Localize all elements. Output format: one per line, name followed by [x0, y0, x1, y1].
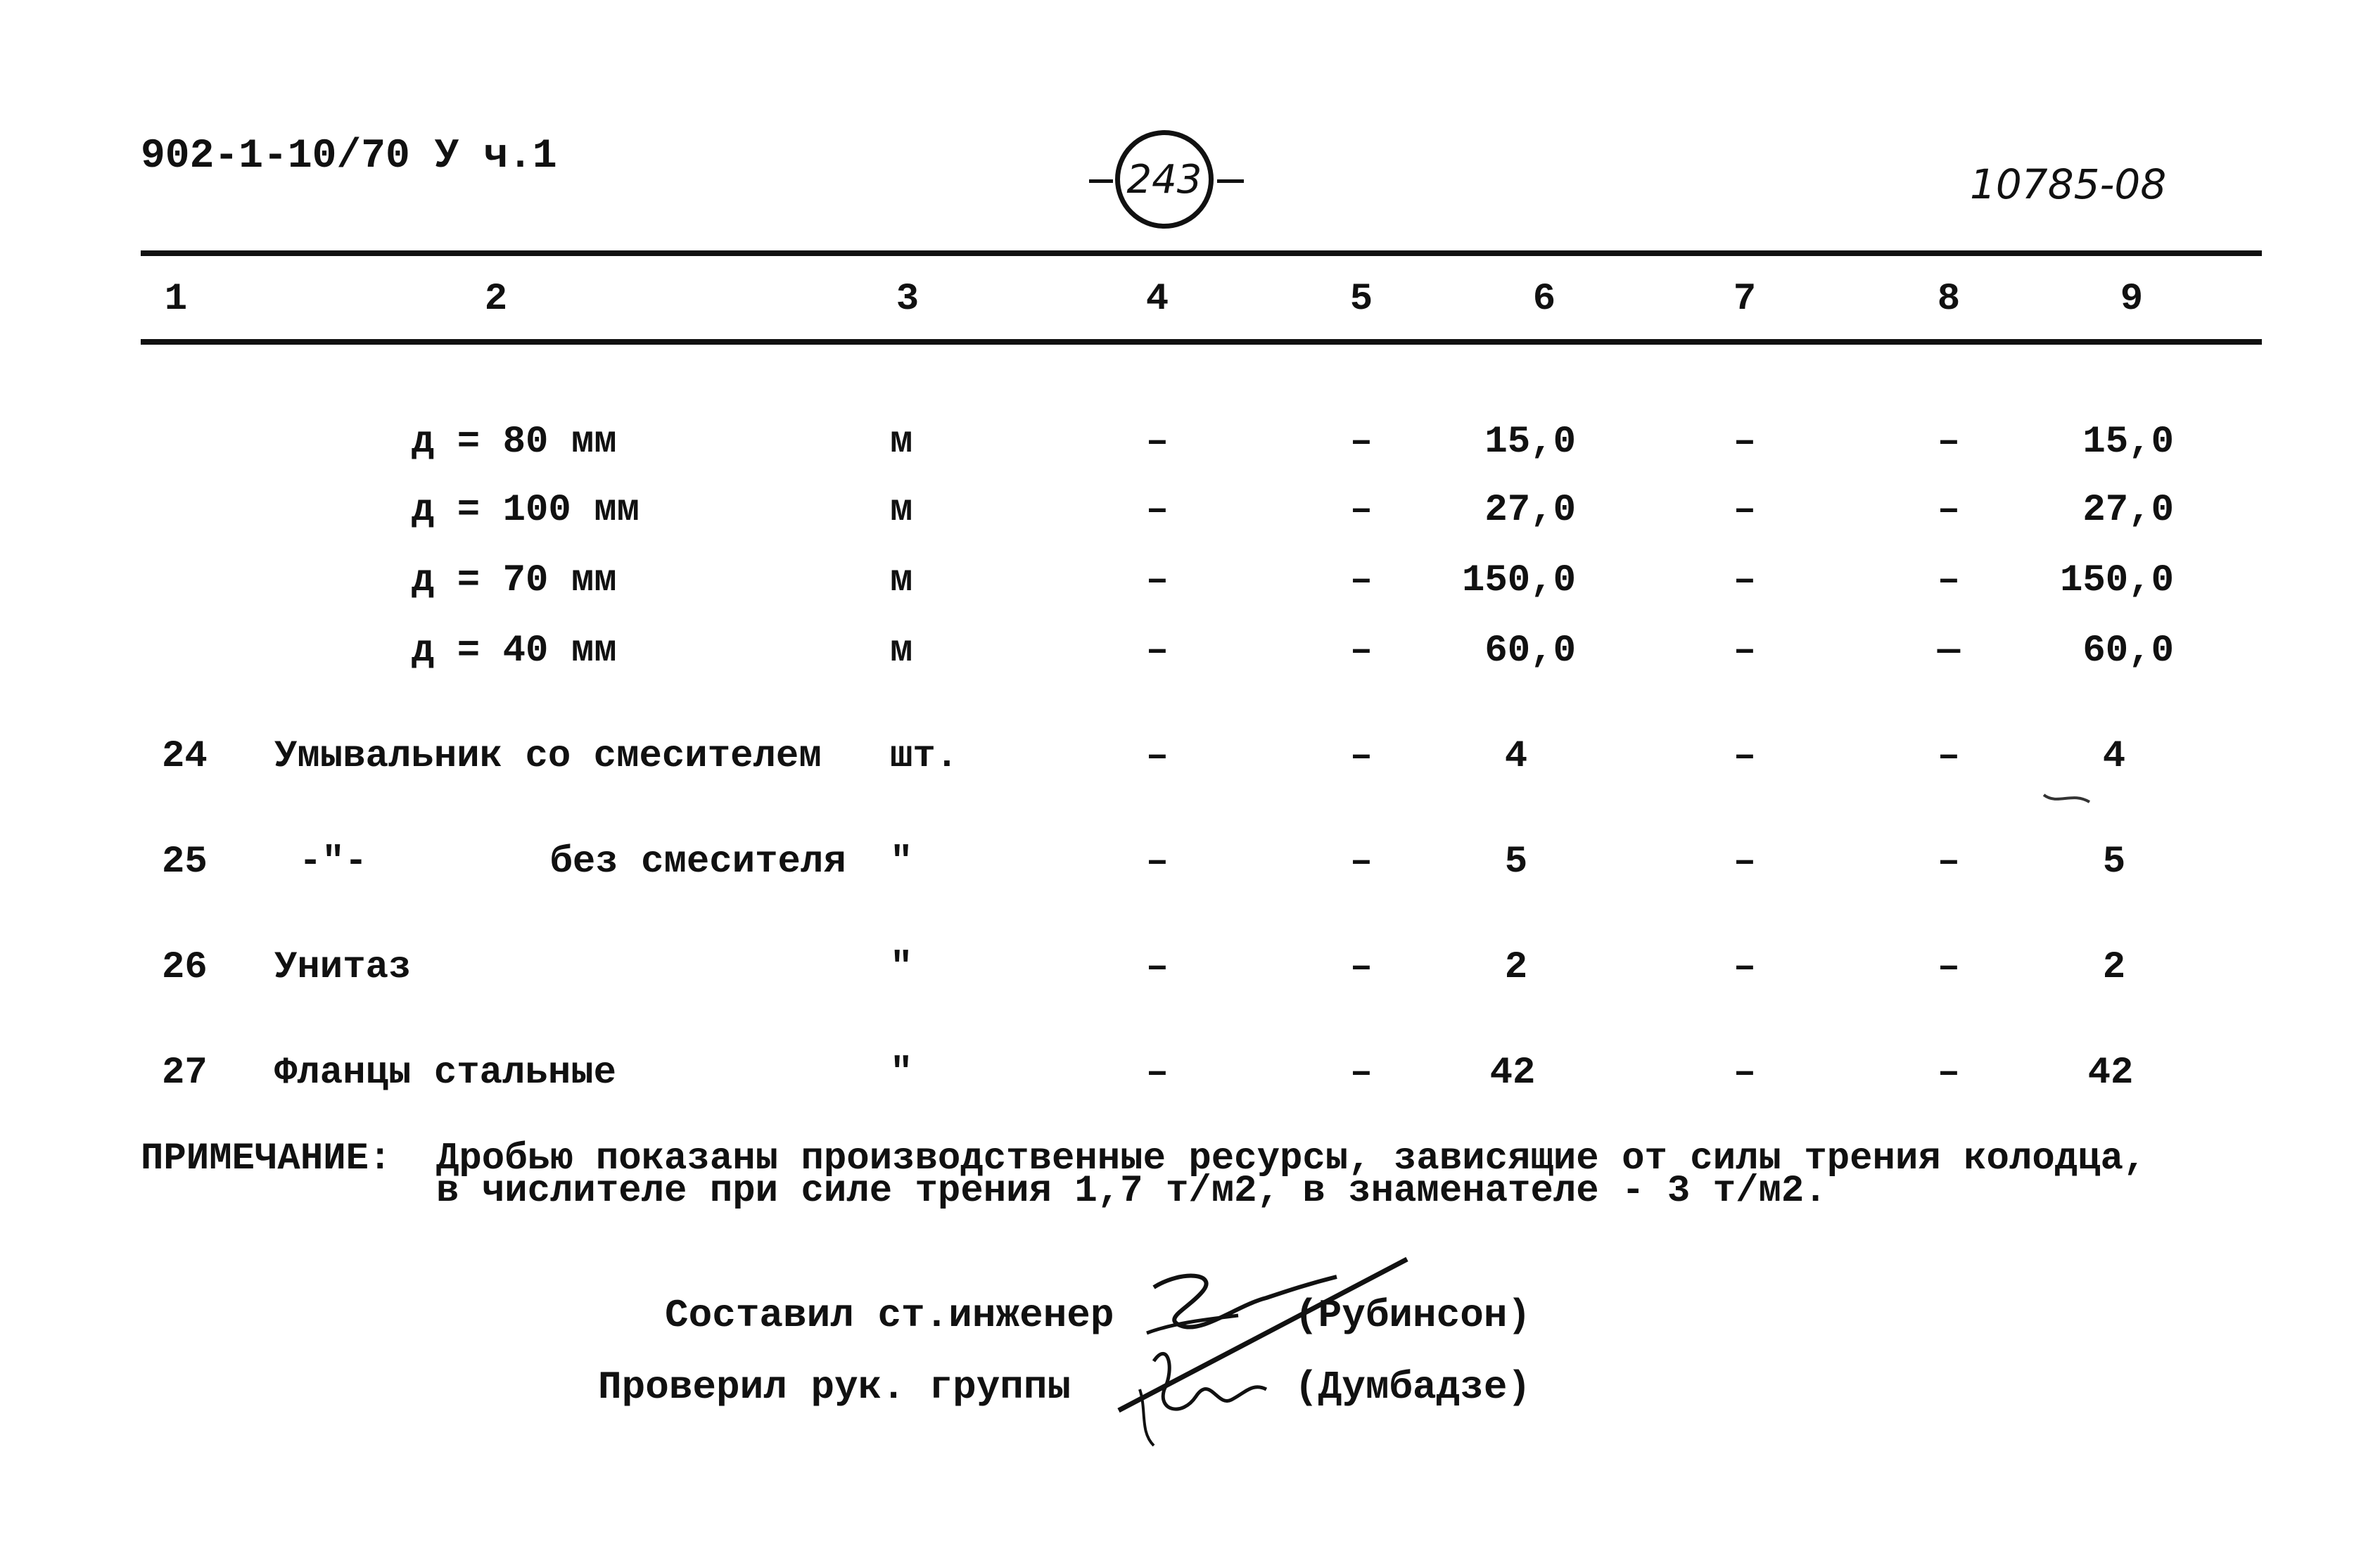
page-number-stamp: 243: [1115, 130, 1214, 229]
row-name: д = 70 мм: [412, 559, 617, 602]
row-col5: –: [1349, 735, 1373, 778]
row-col7: –: [1733, 841, 1757, 884]
column-number: 1: [164, 278, 188, 321]
row-col4: –: [1145, 735, 1169, 778]
row-col6: 60,0: [1484, 630, 1576, 673]
row-col7: –: [1733, 489, 1757, 532]
row-number: 26: [162, 946, 208, 989]
row-unit: ": [890, 1052, 913, 1095]
checked-by-name: (Думбадзе): [1294, 1365, 1532, 1410]
row-col7: –: [1733, 946, 1757, 989]
row-col4: –: [1145, 946, 1169, 989]
compiled-by-name: (Рубинсон): [1294, 1293, 1532, 1338]
row-col6: 42: [1489, 1052, 1536, 1095]
row-name: Умывальник со смесителем: [274, 735, 822, 778]
row-col7: –: [1733, 421, 1757, 464]
stray-mark: [2040, 784, 2097, 812]
checked-by-label: Проверил рук. группы: [598, 1365, 1071, 1410]
row-number: 24: [162, 735, 208, 778]
column-number: 3: [896, 278, 920, 321]
row-col6: 150,0: [1461, 559, 1576, 602]
row-col9: 60,0: [2082, 630, 2174, 673]
row-col7: –: [1733, 559, 1757, 602]
row-col8: –: [1937, 946, 1961, 989]
archive-number: 10785-08: [1970, 160, 2167, 208]
row-col5: –: [1349, 946, 1373, 989]
row-col8: –: [1937, 421, 1961, 464]
row-col7: –: [1733, 1052, 1757, 1095]
page-number-dash-left: [1089, 179, 1113, 183]
row-col9: 27,0: [2082, 489, 2174, 532]
row-unit: шт.: [890, 735, 959, 778]
row-col7: –: [1733, 735, 1757, 778]
row-col8: –: [1937, 559, 1961, 602]
row-col5: –: [1349, 559, 1373, 602]
column-number: 6: [1532, 278, 1556, 321]
row-name: д = 100 мм: [412, 489, 640, 532]
row-col9: 150,0: [2059, 559, 2174, 602]
row-col6: 5: [1504, 841, 1528, 884]
compiled-by-label: Составил ст.инженер: [665, 1293, 1114, 1338]
row-col7: –: [1733, 630, 1757, 673]
row-name: -"- без смесителя: [299, 841, 846, 884]
row-col4: –: [1145, 630, 1169, 673]
row-col6: 15,0: [1484, 421, 1576, 464]
row-unit: м: [890, 421, 913, 464]
row-col4: –: [1145, 489, 1169, 532]
row-name: Унитаз: [274, 946, 412, 989]
column-number: 9: [2120, 278, 2144, 321]
row-col6: 27,0: [1484, 489, 1576, 532]
column-number: 7: [1733, 278, 1757, 321]
row-unit: м: [890, 489, 913, 532]
note-text: [436, 1137, 2146, 1213]
note-line-2: в числителе при силе трения 1,7 т/м2, в знаменателе - 3 т/м2.: [436, 1170, 1827, 1213]
row-col5: –: [1349, 630, 1373, 673]
row-col6: 4: [1504, 735, 1528, 778]
row-col8: –: [1937, 841, 1961, 884]
row-col9: 15,0: [2082, 421, 2174, 464]
row-col4: –: [1145, 1052, 1169, 1095]
row-col9: 4: [2102, 735, 2126, 778]
row-name: д = 80 мм: [412, 421, 617, 464]
row-col9: 42: [2087, 1052, 2134, 1095]
row-col9: 2: [2102, 946, 2126, 989]
table-top-rule: [141, 250, 2262, 256]
row-col5: –: [1349, 421, 1373, 464]
note-line-1: Дробью показаны производственные ресурсы, зависящие от силы трения колодца,: [436, 1137, 2146, 1180]
signature-scribble: [1098, 1249, 1428, 1467]
note-label: ПРИМЕЧАНИЕ:: [141, 1137, 392, 1180]
row-col5: –: [1349, 1052, 1373, 1095]
row-col4: –: [1145, 559, 1169, 602]
row-col4: –: [1145, 841, 1169, 884]
row-col8: –: [1937, 1052, 1961, 1095]
row-name: д = 40 мм: [412, 630, 617, 673]
row-col5: –: [1349, 841, 1373, 884]
row-unit: м: [890, 630, 913, 673]
row-col8: —: [1937, 630, 1961, 673]
row-col6: 2: [1504, 946, 1528, 989]
column-number: 5: [1349, 278, 1373, 321]
table-header-rule: [141, 339, 2262, 345]
row-unit: м: [890, 559, 913, 602]
row-number: 25: [162, 841, 208, 884]
row-name: Фланцы стальные: [274, 1052, 617, 1095]
row-unit: ": [890, 841, 913, 884]
document-code: 902-1-10/70 У ч.1: [141, 134, 557, 179]
row-col8: –: [1937, 735, 1961, 778]
row-col8: –: [1937, 489, 1961, 532]
column-number: 8: [1937, 278, 1961, 321]
column-number: 4: [1145, 278, 1169, 321]
row-unit: ": [890, 946, 913, 989]
row-number: 27: [162, 1052, 208, 1095]
row-col9: 5: [2102, 841, 2126, 884]
page-number-dash-right: [1217, 179, 1244, 183]
column-number: 2: [484, 278, 508, 321]
row-col5: –: [1349, 489, 1373, 532]
row-col4: –: [1145, 421, 1169, 464]
